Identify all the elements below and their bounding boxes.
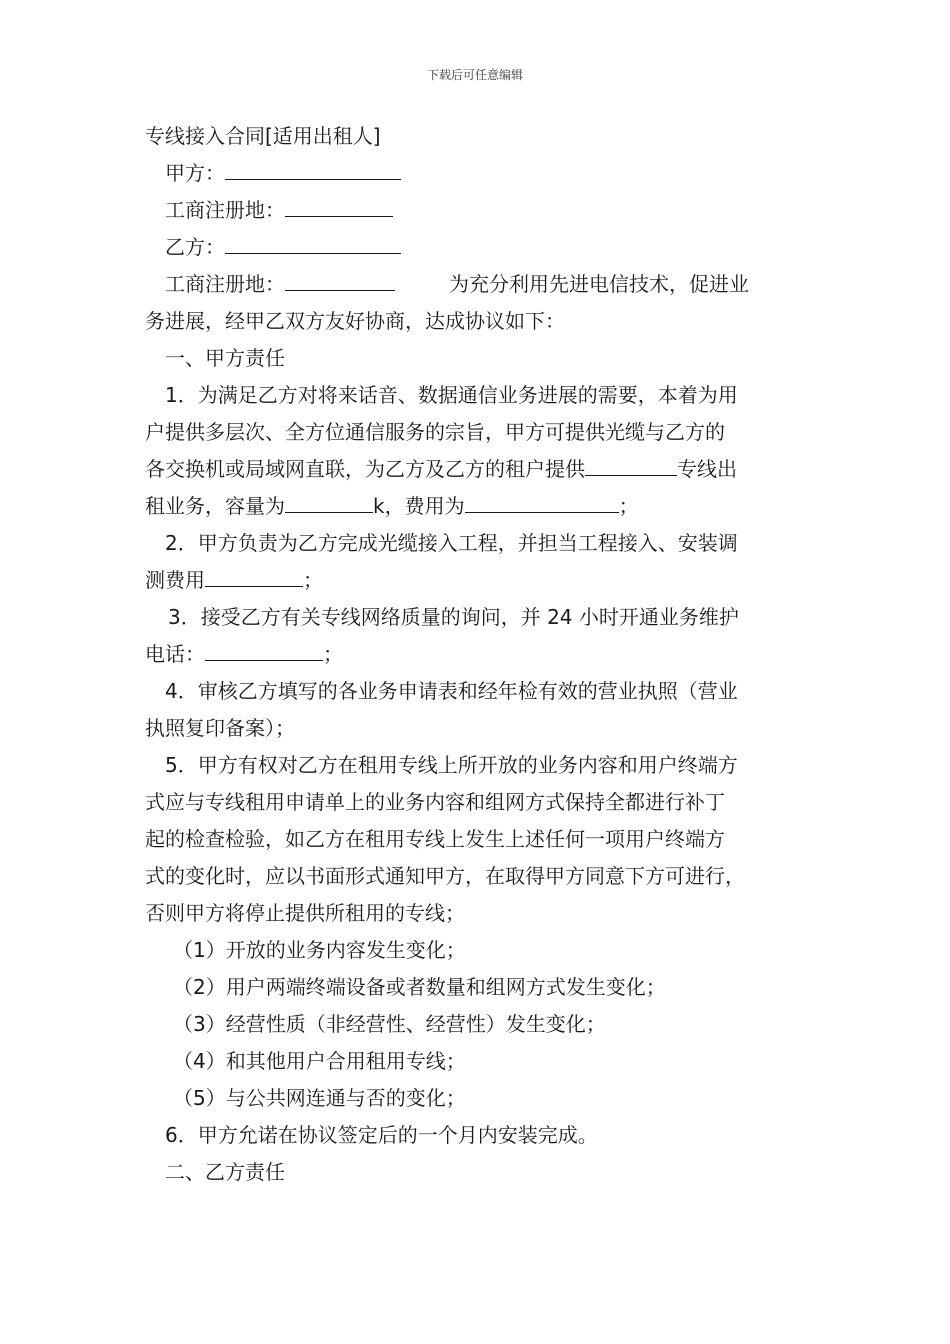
- reg-addr-a-blank: [285, 194, 393, 217]
- party-a-blank: [225, 157, 401, 180]
- item3-text: 电话：: [145, 642, 205, 666]
- capacity-blank: [285, 490, 373, 513]
- item3-text: ；: [323, 642, 343, 666]
- sub-item: （3）经营性质（非经营性、经营性）发生变化；: [173, 1012, 606, 1036]
- item5-line1: 5．甲方有权对乙方在租用专线上所开放的业务内容和用户终端方: [165, 753, 738, 777]
- sub-item: （5）与公共网连通与否的变化；: [173, 1086, 466, 1110]
- fee-blank: [465, 490, 619, 513]
- install-fee-blank: [205, 564, 303, 587]
- item1-line2: 户提供多层次、全方位通信服务的宗旨，甲方可提供光缆与乙方的: [145, 420, 725, 444]
- item1-line1: 1．为满足乙方对将来话音、数据通信业务进展的需要，本着为用: [165, 383, 738, 407]
- item6-line: 6．甲方允诺在协议签定后的一个月内安装完成。: [165, 1123, 598, 1147]
- party-b-label: 乙方：: [165, 235, 225, 259]
- service-blank: [585, 453, 677, 476]
- item1-text: 专线出: [677, 457, 737, 481]
- preamble-text: 为充分利用先进电信技术，促进业: [449, 272, 749, 296]
- item3-line2: [145, 636, 815, 673]
- item2-line1: 2．甲方负责为乙方完成光缆接入工程，并担当工程接入、安装调: [165, 531, 738, 555]
- item5-line5: 否则甲方将停止提供所租用的专线；: [145, 901, 465, 925]
- item2-text: ；: [303, 568, 323, 592]
- reg-addr-b-label: 工商注册地：: [165, 272, 285, 296]
- sub-item: （2）用户两端终端设备或者数量和组网方式发生变化；: [173, 975, 666, 999]
- item1-text: k，费用为: [373, 494, 465, 518]
- section-heading-1: 一、甲方责任: [165, 346, 285, 370]
- item2-text: 测费用: [145, 568, 205, 592]
- phone-blank: [205, 638, 323, 661]
- item1-text: 各交换机或局域网直联，为乙方及乙方的租户提供: [145, 457, 585, 481]
- sub-item: （1）开放的业务内容发生变化；: [173, 938, 466, 962]
- page-header: 下载后可任意编辑: [426, 68, 523, 82]
- party-a-label: 甲方：: [165, 161, 225, 185]
- item1-line3: [145, 451, 815, 488]
- item5-line4: 式的变化时，应以书面形式通知甲方，在取得甲方同意下方可进行，: [145, 864, 745, 888]
- contract-title: 专线接入合同[适用出租人]: [145, 124, 381, 148]
- item4-line1: 4．审核乙方填写的各业务申请表和经年检有效的营业执照（营业: [165, 679, 738, 703]
- item3-line1: 3．接受乙方有关专线网络质量的询问，并 24 小时开通业务维护: [168, 605, 739, 629]
- sub-item: （4）和其他用户合用租用专线；: [173, 1049, 466, 1073]
- item2-line2: [145, 562, 815, 599]
- reg-addr-a-line: [145, 192, 815, 229]
- reg-addr-b-blank: [285, 268, 395, 291]
- document-body: [145, 118, 815, 1191]
- item1-text: 租业务，容量为: [145, 494, 285, 518]
- item5-line2: 式应与专线租用申请单上的业务内容和组网方式保持全都进行补丁: [145, 790, 725, 814]
- party-a-line: [145, 155, 815, 192]
- item5-line3: 起的检查检验，如乙方在租用专线上发生上述任何一项用户终端方: [145, 827, 725, 851]
- item4-line2: 执照复印备案）；: [145, 716, 295, 740]
- reg-addr-a-label: 工商注册地：: [165, 198, 285, 222]
- reg-addr-b-line: [145, 266, 815, 303]
- item1-line4: [145, 488, 815, 525]
- section-heading-2: 二、乙方责任: [165, 1160, 285, 1184]
- party-b-blank: [225, 231, 401, 254]
- party-b-line: [145, 229, 815, 266]
- preamble-continuation: 务进展，经甲乙双方友好协商，达成协议如下：: [145, 309, 565, 333]
- item1-text: ；: [618, 494, 639, 518]
